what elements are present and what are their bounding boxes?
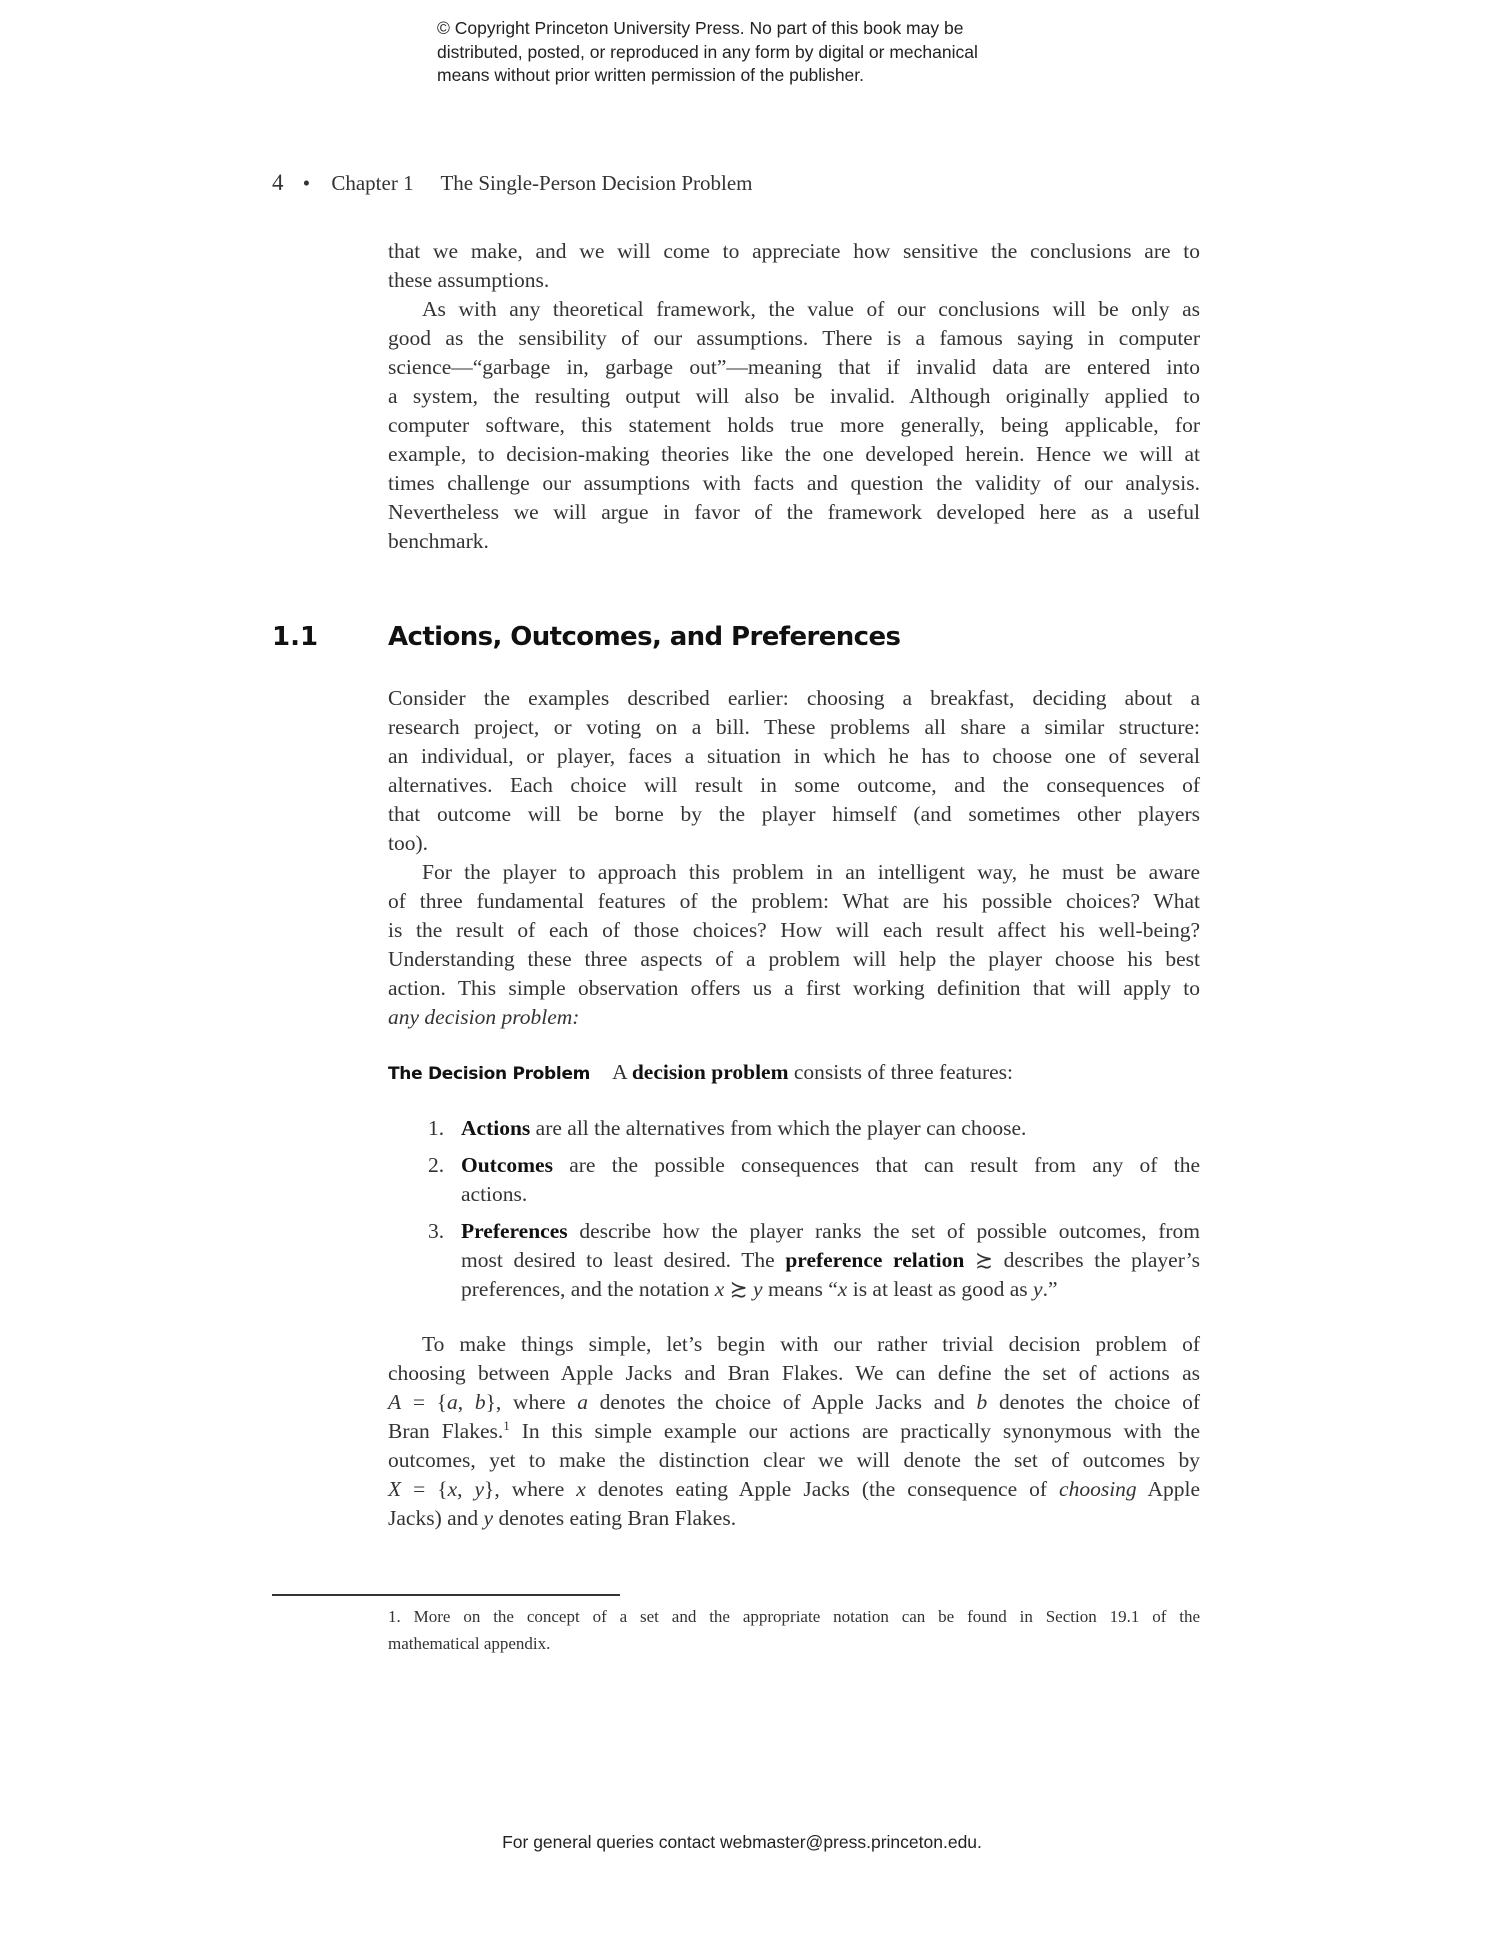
paragraph <box>388 858 1200 1032</box>
text-run: consists of three features: <box>788 1060 1013 1084</box>
text-line <box>461 1114 1200 1143</box>
text-line: too). <box>388 831 429 855</box>
text-run: Bran Flakes. <box>388 1419 504 1443</box>
text-line <box>388 1003 1200 1032</box>
text-run: x <box>447 1477 458 1501</box>
text-run: denotes eating Bran Flakes. <box>493 1506 737 1530</box>
text-run: Preferences <box>461 1219 568 1243</box>
definition-item <box>424 1114 1200 1143</box>
text-run: are the possible consequences that can result from any of the <box>552 1153 1200 1177</box>
paragraph <box>388 1330 1200 1533</box>
text-run: ≿ <box>724 1277 754 1301</box>
text-run: A <box>388 1390 402 1414</box>
text-line <box>461 1275 1200 1304</box>
text-run: x <box>714 1277 725 1301</box>
text-run: In this simple example our actions are practically synonymous with the <box>509 1419 1200 1443</box>
chapter-title: The Single-Person Decision Problem <box>440 171 753 195</box>
paragraph <box>461 1151 1200 1209</box>
text-run: A <box>612 1060 632 1084</box>
text-run: y <box>483 1506 494 1530</box>
paragraph <box>388 1603 1200 1657</box>
closing-paragraph <box>388 1330 1200 1533</box>
text-run: a <box>577 1390 588 1414</box>
text-run: Jacks) and <box>388 1506 484 1530</box>
text-run: decision problem <box>631 1060 789 1084</box>
text-run: denotes eating Apple Jacks (the consequence of <box>585 1477 1060 1501</box>
item-number: 1. <box>428 1116 445 1140</box>
running-head <box>272 170 753 196</box>
text-line: actions. <box>461 1182 528 1206</box>
copyright-notice <box>437 17 978 88</box>
text-run: is at least as good as <box>847 1277 1034 1301</box>
text-run: denotes the choice of Apple Jacks and <box>587 1390 977 1414</box>
text-run: }, where <box>485 1390 578 1414</box>
text-line <box>461 1217 1200 1246</box>
text-run: b <box>474 1390 486 1414</box>
item-number: 2. <box>428 1153 445 1177</box>
section-title: Actions, Outcomes, and Preferences <box>388 622 901 652</box>
text-line: To make things simple, let’s begin with our rather trivial decision problem of <box>422 1332 1200 1356</box>
text-run: any decision problem: <box>388 1005 580 1029</box>
copyright-line: means without prior written permission of the publisher. <box>437 65 865 85</box>
text-line: that outcome will be borne by the player himself (and sometimes other players <box>388 802 1200 826</box>
page-number: 4 <box>272 170 284 195</box>
footer-contact: For general queries contact webmaster@press.princeton.edu. <box>502 1832 982 1852</box>
text-line: these assumptions. <box>388 268 550 292</box>
text-run: Outcomes <box>461 1153 553 1177</box>
text-run: .” <box>1042 1277 1058 1301</box>
text-run: choosing <box>1059 1477 1137 1501</box>
definition-heading: The Decision Problem <box>388 1064 591 1084</box>
text-line <box>388 1058 1200 1087</box>
text-line: Consider the examples described earlier: choosing a breakfast, deciding about a <box>388 686 1200 710</box>
text-line <box>461 1151 1200 1180</box>
text-line: of three fundamental features of the problem: What are his possible choices? What <box>388 889 1200 913</box>
section-number: 1.1 <box>272 622 319 652</box>
item-number: 3. <box>428 1219 445 1243</box>
definition-item <box>424 1151 1200 1209</box>
copyright-line: distributed, posted, or reproduced in any form by digital or mechanical <box>437 41 978 62</box>
footnote <box>388 1603 1200 1657</box>
text-line: times challenge our assumptions with facts and question the validity of our analysis. <box>388 471 1200 495</box>
text-run: a <box>447 1390 458 1414</box>
text-run: most desired to least desired. The <box>461 1248 786 1272</box>
text-run: y <box>1033 1277 1043 1301</box>
text-run: preference relation <box>785 1248 965 1272</box>
text-line: computer software, this statement holds true more generally, being applicable, for <box>388 413 1200 437</box>
text-line: is the result of each of those choices? How will each result affect his well-being? <box>388 918 1200 942</box>
text-line: As with any theoretical framework, the value of our conclusions will be only as <box>422 297 1200 321</box>
text-run: denotes the choice of <box>987 1390 1201 1414</box>
text-run: are all the alternatives from which the player can choose. <box>530 1116 1027 1140</box>
text-line: science—“garbage in, garbage out”—meaning that if invalid data are entered into <box>388 355 1200 379</box>
chapter-label: Chapter 1 <box>331 171 414 195</box>
text-run: means “ <box>762 1277 838 1301</box>
text-line <box>461 1246 1200 1275</box>
text-line: an individual, or player, faces a situation in which he has to choose one of several <box>388 744 1200 768</box>
text-line: mathematical appendix. <box>388 1634 551 1653</box>
paragraph <box>461 1114 1200 1143</box>
bullet-separator: • <box>302 171 311 195</box>
text-run: Actions <box>461 1116 531 1140</box>
footnote-rule <box>272 1594 620 1596</box>
text-line: action. This simple observation offers us a first working definition that will apply to <box>388 976 1200 1000</box>
text-line <box>388 1388 1200 1417</box>
footnote-marker: 1 <box>503 1417 510 1433</box>
text-run: = { <box>401 1477 448 1501</box>
text-run: x <box>576 1477 586 1501</box>
text-run: , <box>457 1390 475 1414</box>
text-line <box>388 1417 1200 1446</box>
text-run: b <box>976 1390 988 1414</box>
text-run: }, where <box>484 1477 577 1501</box>
text-run: Apple <box>1136 1477 1201 1501</box>
text-run: y <box>474 1477 485 1501</box>
text-line: 1. More on the concept of a set and the appropriate notation can be found in Section 19.1 of the <box>388 1607 1200 1626</box>
text-line: that we make, and we will come to appreciate how sensitive the conclusions are to <box>388 239 1200 263</box>
paragraph <box>388 237 1200 295</box>
text-line: a system, the resulting output will also be invalid. Although originally applied to <box>388 384 1200 408</box>
text-run: preferences, and the notation <box>461 1277 715 1301</box>
text-line: Understanding these three aspects of a problem will help the player choose his best <box>388 947 1200 971</box>
copyright-line: © Copyright Princeton University Press. No part of this book may be <box>437 18 964 38</box>
text-line <box>388 1475 1200 1504</box>
text-line: alternatives. Each choice will result in some outcome, and the consequences of <box>388 773 1200 797</box>
text-run: ≿ describes the player’s <box>964 1248 1200 1272</box>
text-run: describe how the player ranks the set of possible outcomes, from <box>567 1219 1200 1243</box>
text-line <box>388 1504 1200 1533</box>
text-line: research project, or voting on a bill. These problems all share a similar structure: <box>388 715 1200 739</box>
text-run: x <box>837 1277 848 1301</box>
section-text <box>388 684 1200 1032</box>
text-line: choosing between Apple Jacks and Bran Flakes. We can define the set of actions as <box>388 1361 1200 1385</box>
text-line: good as the sensibility of our assumptions. There is a famous saying in computer <box>388 326 1200 350</box>
intro-text <box>388 237 1200 556</box>
text-run: = { <box>401 1390 447 1414</box>
text-line: example, to decision-making theories like the one developed herein. Hence we will at <box>388 442 1200 466</box>
text-line: For the player to approach this problem in an intelligent way, he must be aware <box>422 860 1200 884</box>
text-run: X <box>388 1477 402 1501</box>
paragraph <box>388 295 1200 556</box>
definition-item <box>424 1217 1200 1304</box>
text-line: outcomes, yet to make the distinction clear we will denote the set of outcomes by <box>388 1448 1200 1472</box>
text-run: y <box>753 1277 763 1301</box>
paragraph <box>461 1217 1200 1304</box>
definition-line <box>388 1058 1200 1087</box>
paragraph <box>388 684 1200 858</box>
text-line: Nevertheless we will argue in favor of the framework developed here as a useful <box>388 500 1200 524</box>
text-line: benchmark. <box>388 529 489 553</box>
definition-list <box>424 1114 1200 1304</box>
text-run: , <box>457 1477 475 1501</box>
